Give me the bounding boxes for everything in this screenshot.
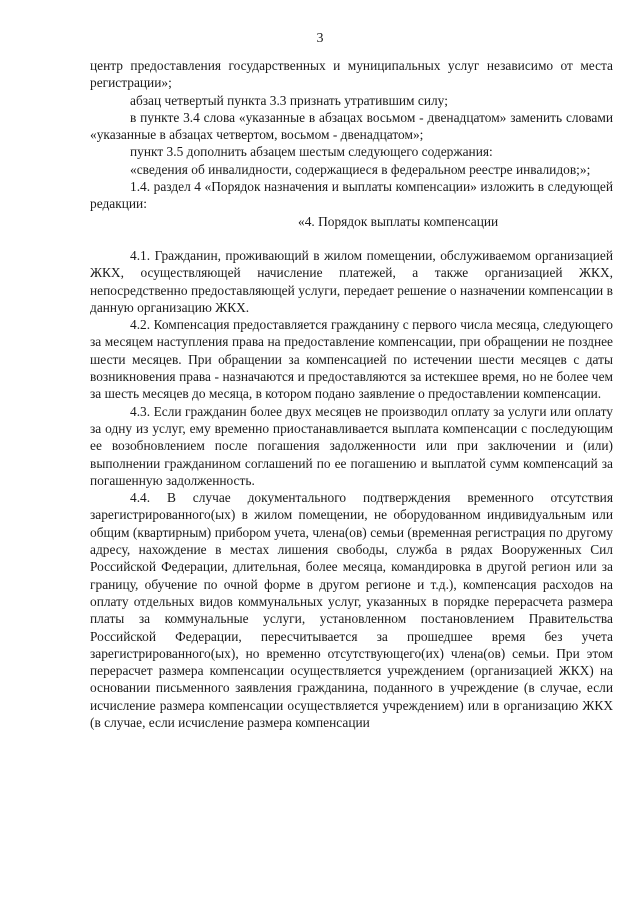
paragraph-amendment-3-4: в пункте 3.4 слова «указанные в абзацах восьмом - двенадцатом» заменить словами «указанные в абзацах четвертом, восьмом - двенадцатом»; [90, 109, 613, 143]
paragraph-quote-disability: «сведения об инвалидности, содержащиеся в федеральном реестре инвалидов;»; [130, 161, 591, 177]
paragraph-amendment-3-3: абзац четвертый пункта 3.3 признать утратившим силу; [130, 92, 448, 108]
paragraph-section-1-4: 1.4. раздел 4 «Порядок назначения и выплаты компенсации» изложить в следующей редакции: [90, 179, 613, 212]
section-heading: «4. Порядок выплаты компенсации [298, 213, 499, 229]
document-body [90, 57, 613, 731]
paragraph-4-3: 4.3. Если гражданин более двух месяцев не производил оплату за услуги или оплату за одну из услуг, ему временно приостанавливается выплата компенсации с последующим ее возобновлением после погашения задолженности или при заключении и (или) выполнении гражданином соглашений по ее погашению и выплатой сумм компенсаций за погашенную задолженность. [90, 403, 613, 488]
paragraph-4-2: 4.2. Компенсация предоставляется гражданину с первого числа месяца, следующего за месяцем наступления права на предоставление компенсации, при обращении не позднее шести месяцев. При обращении за компенсацией по истечении шести месяцев с даты возникновения права - назначаются и предоставляются за истекшее время, но не более чем за шесть месяцев до месяца, в котором подано заявление о предоставлении компенсации. [90, 317, 613, 402]
paragraph-amendment-3-5: пункт 3.5 дополнить абзацем шестым следующего содержания: [130, 144, 493, 160]
paragraph-continuation: центр предоставления государственных и муниципальных услуг независимо от места регистрации»; [90, 58, 613, 91]
paragraph-4-4: 4.4. В случае документального подтверждения временного отсутствия зарегистрированного(ых) в жилом помещении, не оборудованном индивидуальным или общим (квартирным) прибором учета, члена(ов) семьи (временная регистрация по другому адресу, нахождение в местах лишения свободы, служба в рядах Вооруженных Сил Российской Федерации, длительная, более месяца, командировка в другой регион или за границу, обучение по очной форме в другом регионе и т.д.), компенсация расходов на оплату отдельных видов коммунальных услуг, указанных в порядке перерасчета размера платы за коммунальные услуги, установленном постановлением Правительства Российской Федерации, пересчитывается за прошедшее время без учета зарегистрированного(ых), но временно отсутствующего(их) члена(ов) семьи. При этом перерасчет размера компенсации осуществляется учреждением (организацией ЖКХ) на основании письменного заявления гражданина, поданного в учреждение (в случае, если исчисление размера компенсации осуществляется учреждением) или в организацию ЖКХ (в случае, если исчисление размера компенсации [90, 490, 613, 730]
page-number: 3 [316, 31, 324, 46]
paragraph-4-1: 4.1. Гражданин, проживающий в жилом помещении, обслуживаемом организацией ЖКХ, осуществляющей начисление платежей, а также организацией ЖКХ, непосредственно предоставляющей услуги, передает решение о назначении компенсации в данную организацию ЖКХ. [90, 247, 613, 315]
